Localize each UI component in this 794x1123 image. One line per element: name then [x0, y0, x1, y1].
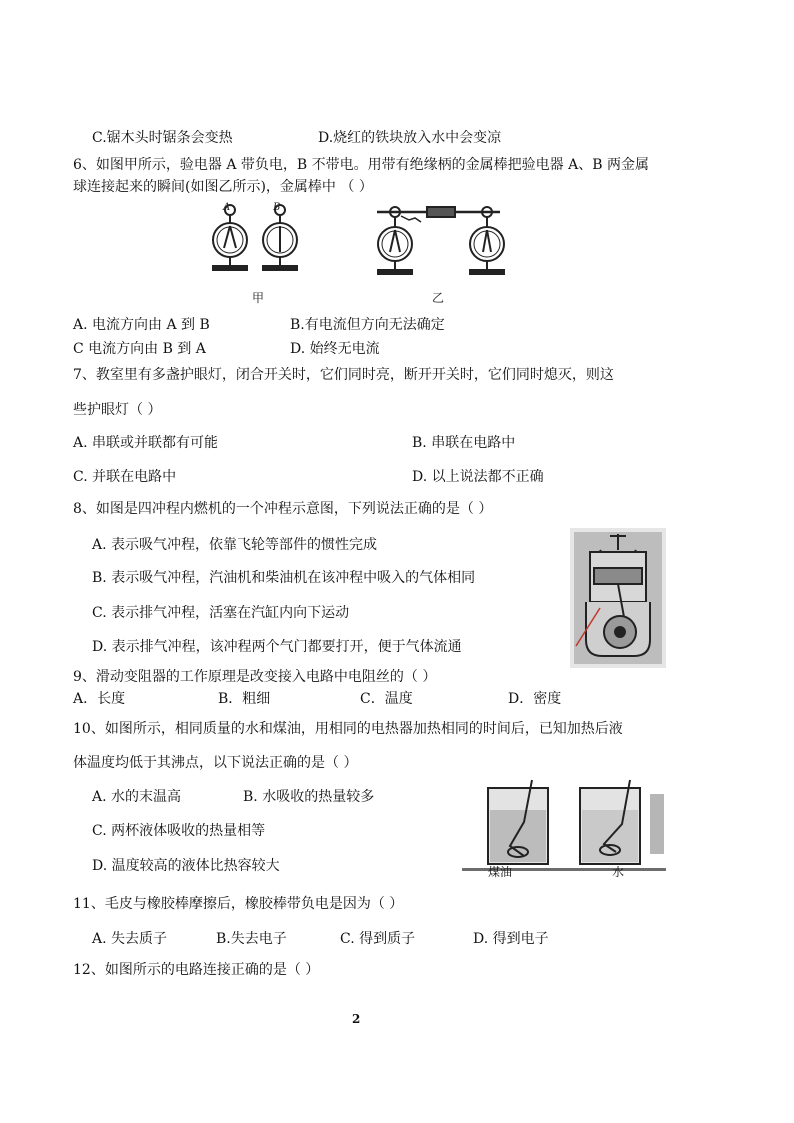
q8-option-a: A. 表示吸气冲程，依靠飞轮等部件的惯性完成	[92, 537, 378, 553]
q9-stem: 9、滑动变阻器的工作原理是改变接入电路中电阻丝的（ ）	[73, 669, 437, 685]
q8-engine-figure	[570, 528, 666, 668]
q7-option-c: C. 并联在电路中	[73, 469, 177, 485]
q9-option-b: B．粗细	[218, 691, 271, 707]
q12-stem: 12、如图所示的电路连接正确的是（ ）	[73, 962, 320, 978]
q8-stem: 8、如图是四冲程内燃机的一个冲程示意图，下列说法正确的是（ ）	[73, 501, 493, 517]
q7-stem-line1: 7、教室里有多盏护眼灯，闭合开关时，它们同时亮，断开开关时，它们同时熄灭，则这	[73, 367, 614, 383]
q10-option-d: D. 温度较高的液体比热容较大	[92, 858, 280, 874]
q11-option-d: D. 得到电子	[473, 931, 549, 947]
q11-option-b: B.失去电子	[216, 931, 287, 947]
q10-stem-line1: 10、如图所示，相同质量的水和煤油，用相同的电热器加热相同的时间后，已知加热后液	[73, 721, 623, 737]
q8-option-b: B. 表示吸气冲程，汽油机和柴油机在该冲程中吸入的气体相同	[92, 570, 476, 586]
q5-option-d: D.烧红的铁块放入水中会变凉	[318, 130, 502, 146]
q7-stem-line2: 些护眼灯（ ）	[73, 402, 162, 418]
q10-label-kerosene: 煤油	[488, 865, 513, 879]
q8-option-d: D. 表示排气冲程，该冲程两个气门都要打开，便于气体流通	[92, 639, 462, 655]
q10-option-b: B. 水吸收的热量较多	[243, 789, 375, 805]
q6-label-jia: 甲	[252, 291, 265, 305]
q9-option-d: D．密度	[508, 691, 562, 707]
q9-option-c: C．温度	[360, 691, 413, 707]
q7-option-d: D. 以上说法都不正确	[412, 469, 544, 485]
q6-stem-line1: 6、如图甲所示，验电器 A 带负电，B 不带电。用带有绝缘柄的金属棒把验电器 A、B 两金属	[73, 157, 649, 173]
q6-label-a: A	[223, 202, 231, 213]
q6-option-c: C 电流方向由 B 到 A	[73, 341, 206, 357]
q6-option-a: A. 电流方向由 A 到 B	[73, 317, 210, 333]
q8-option-c: C. 表示排气冲程，活塞在汽缸内向下运动	[92, 605, 350, 621]
q6-stem-line2: 球连接起来的瞬间(如图乙所示)，金属棒中 （ ）	[73, 179, 373, 195]
q6-electroscope-figure	[205, 198, 505, 306]
q7-option-b: B. 串联在电路中	[412, 435, 516, 451]
q5-option-c: C.锯木头时锯条会变热	[92, 130, 233, 146]
q7-option-a: A. 串联或并联都有可能	[73, 435, 219, 451]
q10-option-a: A. 水的末温高	[92, 789, 182, 805]
q6-label-yi: 乙	[432, 291, 445, 305]
q10-stem-line2: 体温度均低于其沸点，以下说法正确的是（ ）	[73, 755, 358, 771]
q9-option-a: A．长度	[73, 691, 126, 707]
q6-option-d: D. 始终无电流	[290, 341, 380, 357]
q10-label-water: 水	[612, 865, 625, 879]
q6-label-b: B	[273, 202, 281, 213]
q10-heating-figure	[462, 772, 666, 880]
q6-option-b: B.有电流但方向无法确定	[290, 317, 445, 333]
q11-option-c: C. 得到质子	[340, 931, 416, 947]
q11-option-a: A. 失去质子	[92, 931, 168, 947]
page-number: 2	[352, 1012, 361, 1026]
q11-stem: 11、毛皮与橡胶棒摩擦后，橡胶棒带负电是因为（ ）	[73, 896, 404, 912]
q10-option-c: C. 两杯液体吸收的热量相等	[92, 823, 266, 839]
